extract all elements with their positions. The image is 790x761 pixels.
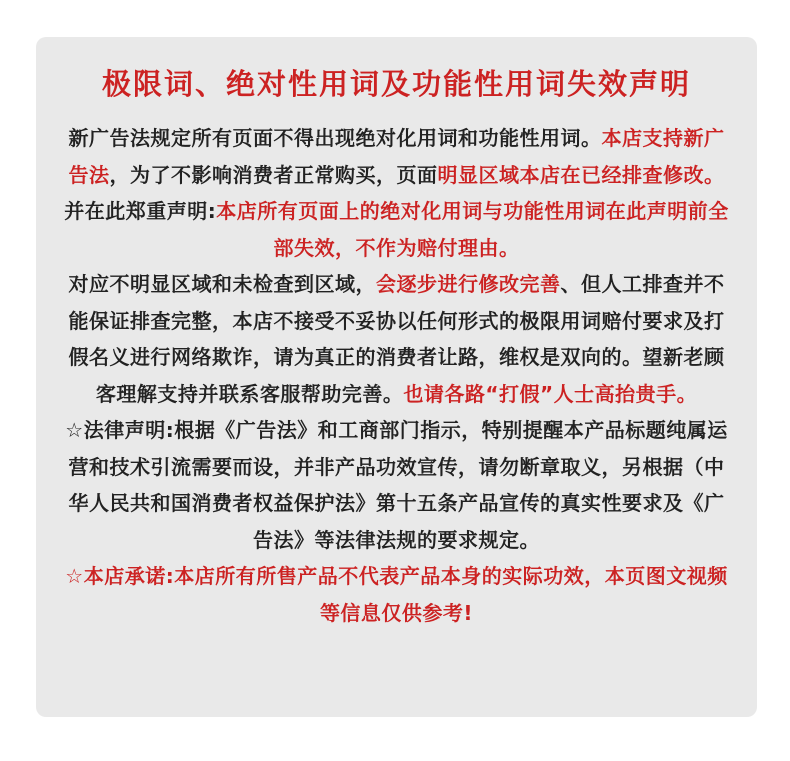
text-segment: 也请各路“打假”人士高抬贵手。 <box>403 381 698 406</box>
text-segment: 并在此郑重声明: <box>64 199 217 223</box>
text-segment: ☆本店承诺:本店所有所售产品不代表产品本身的实际功效，本页图文视频等信息仅供参考! <box>65 564 728 625</box>
text-segment: ，为了不影响消费者正常购买，页面 <box>109 162 438 187</box>
text-segment: 新广告法规定所有页面不得出现绝对化用词和功能性用词。 <box>68 126 602 150</box>
paragraph-legal-statement <box>60 412 733 558</box>
text-segment: 、但人工排查并不能保证排查完整，本店不接受不妥协以任何形式的极限用词赔付要求及打假名义进行网络欺诈，请为真正的消费者让路，维权是双向的。望新老顾客理解支持并联系客服帮助完善。 <box>68 272 725 406</box>
text-segment: 对应不明显区域和未检查到区域， <box>68 272 376 296</box>
text-segment: 会逐步进行修改完善 <box>376 272 561 296</box>
paragraph-declaration <box>60 193 733 266</box>
text-segment: 本店所有页面上的绝对化用词与功能性用词在此声明前全部失效，不作为赔付理由。 <box>216 199 729 260</box>
paragraph-ad-law <box>60 120 733 193</box>
paragraph-unchecked-areas <box>60 266 733 412</box>
paragraph-store-promise <box>60 558 733 631</box>
text-segment: 本店支持新广告法 <box>68 126 725 187</box>
page-title: 极限词、绝对性用词及功能性用词失效声明 <box>101 67 691 101</box>
text-segment: 明显区域本店在已经排查修改。 <box>437 162 725 187</box>
disclaimer-card <box>36 37 757 717</box>
text-segment: ☆法律声明:根据《广告法》和工商部门指示，特别提醒本产品标题纯属运营和技术引流需要而设，并非产品功效宣传，请勿断章取义，另根据（中华人民共和国消费者权益保护法》第十五条产品宣传的真实性要求及《广告法》等法律法规的要求规定。 <box>65 418 728 552</box>
